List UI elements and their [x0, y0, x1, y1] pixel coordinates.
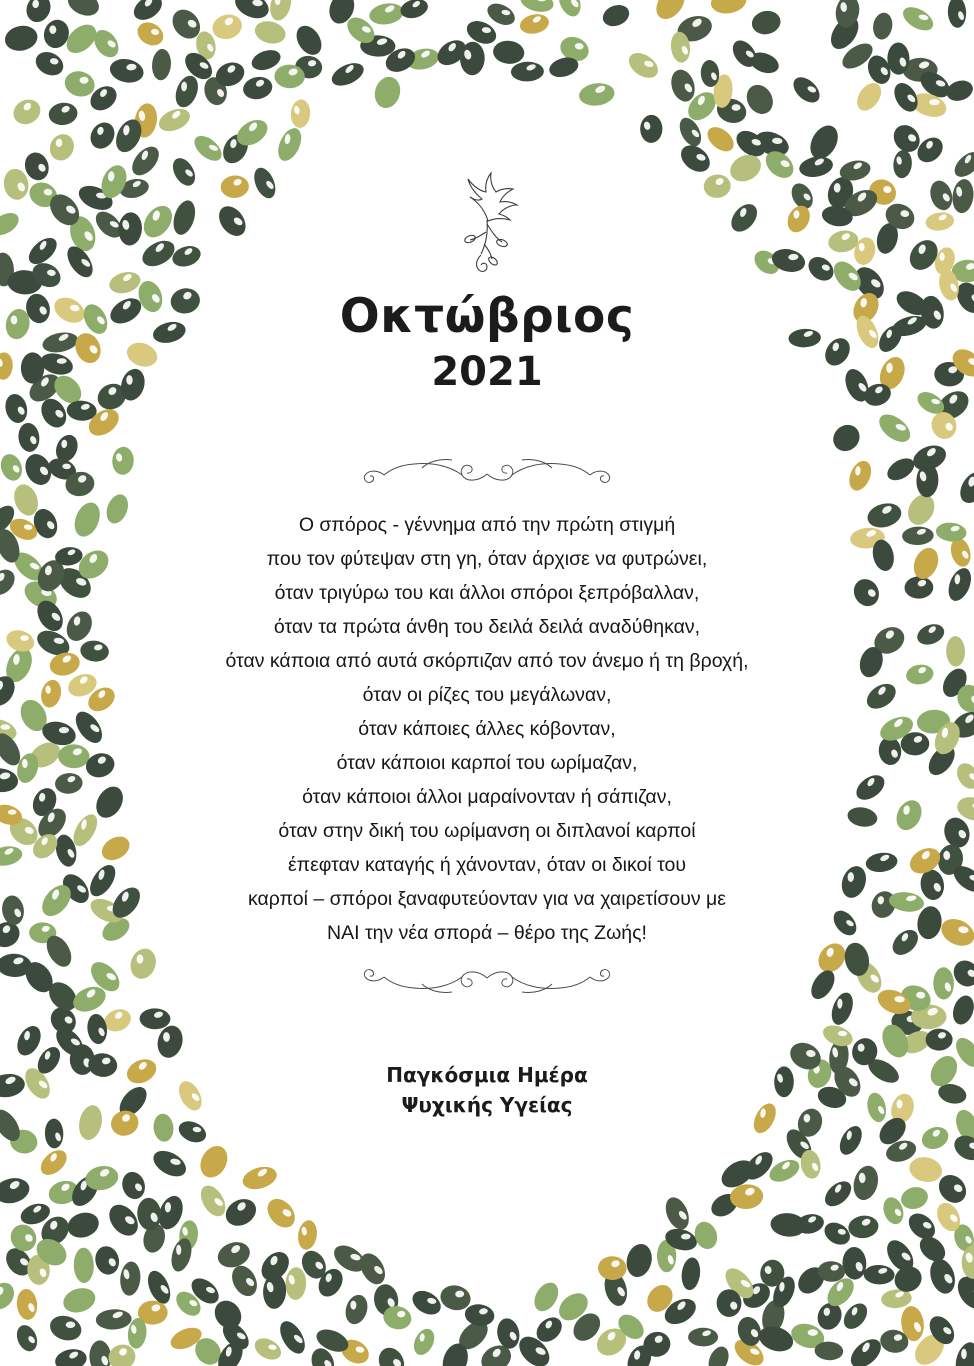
poem-line: όταν στην δική του ωρίμανση οι διπλανοί καρποί — [278, 820, 696, 842]
poem-line: όταν τριγύρω του και άλλοι σπόροι ξεπρόβαλλαν, — [274, 582, 700, 604]
grape-leaf-icon — [432, 170, 542, 285]
poem-line: έπεφταν καταγής ή χάνονταν, όταν οι δικοί του — [287, 854, 687, 876]
poem-line: όταν κάποιοι άλλοι μαραίνονταν ή σάπιζαν, — [302, 786, 672, 808]
footer-line-2: Ψυχικής Υγείας — [401, 1093, 573, 1117]
poem-line: όταν κάποιες άλλες κόβονταν, — [358, 718, 616, 740]
year-label: 2021 — [431, 349, 543, 395]
poem-line: ΝΑΙ την νέα σπορά – θέρο της Ζωής! — [327, 922, 647, 944]
page-title: Οκτώβριος — [339, 289, 635, 344]
poem-line: όταν τα πρώτα άνθη του δειλά δειλά αναδύθηκαν, — [273, 616, 701, 638]
poem-line: Ο σπόρος - γέννημα από την πρώτη στιγμή — [298, 514, 676, 536]
poem-text — [72, 508, 902, 950]
poem-line: που τον φύτεψαν στη γη, όταν άρχισε να φυτρώνει, — [266, 548, 708, 570]
poem-line: καρποί – σπόροι ξαναφυτεύονταν για να χαιρετίσουν με — [248, 888, 726, 910]
poem-line: όταν κάποιοι καρποί του ωρίμαζαν, — [336, 752, 638, 774]
footer-line-1: Παγκόσμια Ημέρα — [386, 1063, 588, 1087]
footer-note — [386, 1060, 587, 1120]
poem-line: όταν κάποια από αυτά σκόρπιζαν από τον άνεμο ή τη βροχή, — [225, 650, 749, 672]
poem-line: όταν οι ρίζες του μεγάλωναν, — [362, 684, 612, 706]
flourish-divider-icon-bottom — [362, 964, 612, 1006]
flourish-divider-icon-top — [362, 444, 612, 486]
